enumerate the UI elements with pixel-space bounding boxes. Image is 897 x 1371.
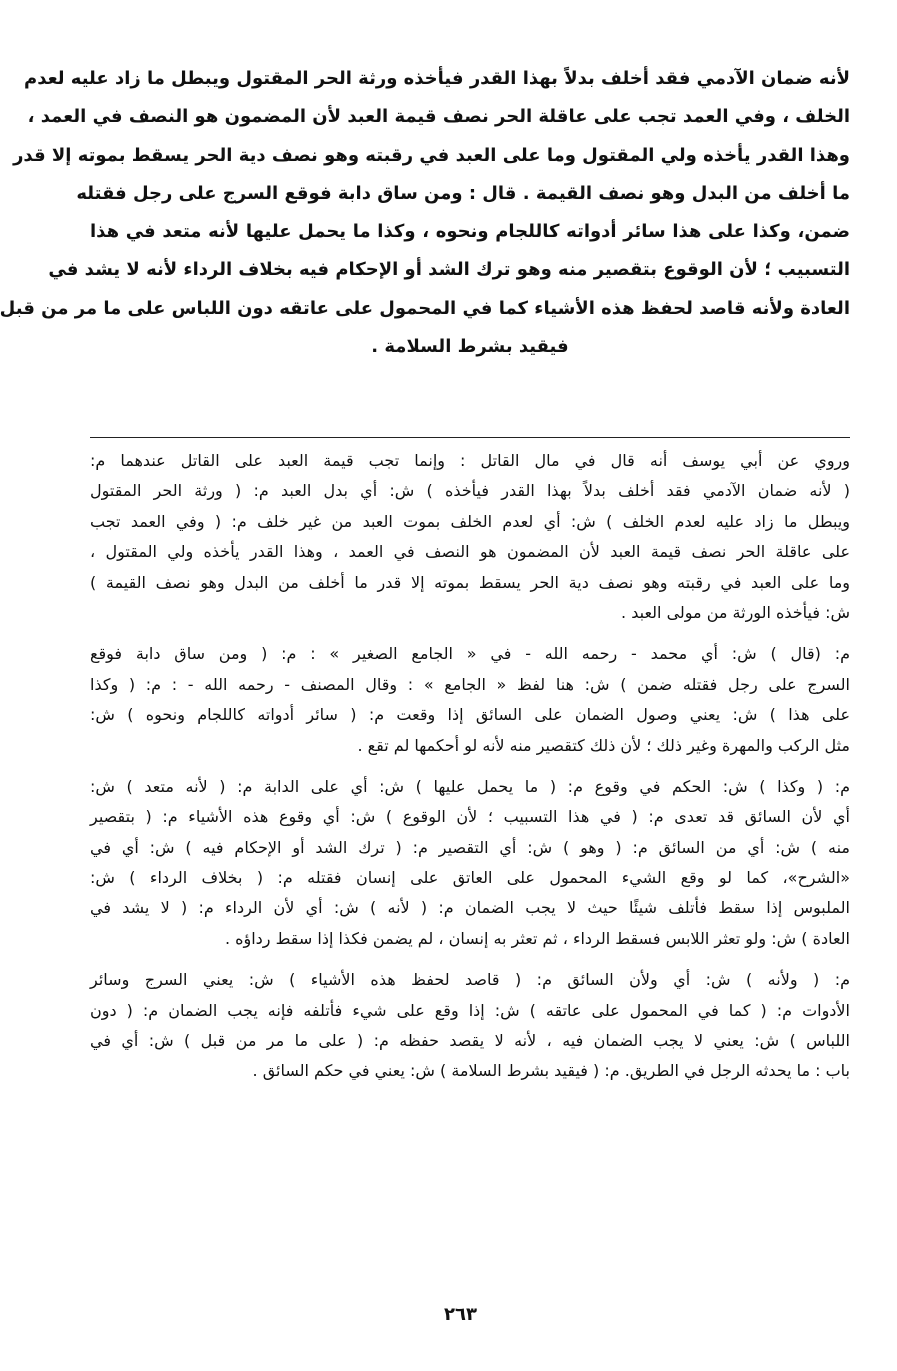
- sharh-line: أي لأن السائق قد تعدى م: ( في هذا التسبيب ؛ لأن الوقوع ) ش: أي وقوع هذه الأشياء م: ( بتقصير: [90, 807, 850, 827]
- matn-line: ضمن، وكذا على هذا سائر أدواته كاللجام ونحوه ، وكذا ما يحمل عليها لأنه متعد في هذا: [90, 221, 850, 243]
- sharh-line: ويبطل ما زاد عليه لعدم الخلف ) ش: أي لعدم الخلف بموت العبد من غير خلف م: ( وفي العمد تجب: [90, 511, 850, 531]
- matn-line: وهذا القدر يأخذه ولي المقتول وما على العبد في رقبته وهو نصف دية الحر يسقط بموته إلا قدر: [13, 144, 850, 166]
- matn-line: التسبيب ؛ لأن الوقوع بتقصير منه وهو ترك الشد أو الإحكام فيه بخلاف الرداء لأنه لا يشد في: [48, 259, 850, 281]
- sharh-line: الملبوس إذا سقط فأتلف شيئًا حيث لا يجب الضمان م: ( لأنه ) ش: أي لأن الرداء م: ( لا يشد في: [90, 898, 850, 918]
- sharh-line: على عاقلة الحر نصف قيمة العبد لأن المضمون هو النصف في العمد ، وهذا القدر يأخذه ولي المقتول ،: [90, 542, 850, 562]
- matn-line: لأنه ضمان الآدمي فقد أخلف بدلاً بهذا القدر فيأخذه ورثة الحر المقتول ويبطل ما زاد عليه لعدم: [24, 68, 850, 89]
- sharh-paragraph: [90, 453, 850, 635]
- sharh-line: باب : ما يحدثه الرجل في الطريق. م: ( فيقيد بشرط السلامة ) ش: يعني في حكم السائق .: [252, 1061, 850, 1081]
- sharh-line: «الشرح»، كما لو وقع الشيء المحمول على العاتق على إنسان فقتله م: ( بخلاف الرداء ) ش:: [90, 868, 850, 888]
- sharh-line: م: ( ولأنه ) ش: أي ولأن السائق م: ( قاصد لحفظ هذه الأشياء ) ش: يعني السرج وسائر: [90, 970, 850, 990]
- sharh-line: العادة ) ش: ولو تعثر اللابس فسقط الرداء ، ثم تعثر به إنسان ، لم يضمن فكذا إذا سقط رداؤه .: [224, 928, 850, 948]
- sharh-paragraph: [90, 776, 850, 961]
- sharh-line: مثل الركب والمهرة وغير ذلك ؛ لأن ذلك كتقصير منه لأنه لو أحكمها لم تقع .: [357, 735, 850, 755]
- sharh-line: على هذا ) ش: يعني وصول الضمان على السائق إذا وقعت م: ( سائر أدواته كاللجام ونحوه ) ش:: [90, 705, 850, 725]
- sharh-line: منه ) ش: أي من السائق م: ( وهو ) ش: أي التقصير م: ( ترك الشد أو الإحكام فيه ) ش: أي في: [90, 837, 850, 857]
- sharh-line: اللباس ) ش: يعني لا يجب الضمان فيه ، لأنه لا يقصد حفظه م: ( على ما مر من قبل ) ش: أي في: [90, 1031, 850, 1051]
- sharh-line: السرج على رجل فقتله ضمن ) ش: هنا لفظ « الجامع » : وقال المصنف - رحمه الله - : م: ( وكذا: [90, 674, 850, 694]
- matn-line: ما أخلف من البدل وهو نصف القيمة . قال : ومن ساق دابة فوقع السرج على رجل فقتله: [76, 182, 850, 204]
- section-divider: [90, 437, 850, 438]
- sharh-paragraph: [90, 646, 850, 768]
- page-number: ٢٦٣: [444, 1304, 477, 1325]
- matn-block: [0, 68, 850, 376]
- matn-line: الخلف ، وفي العمد تجب على عاقلة الحر نصف قيمة العبد لأن المضمون هو النصف في العمد ،: [27, 106, 850, 128]
- sharh-line: ش: فيأخذه الورثة من مولى العبد .: [621, 602, 850, 622]
- sharh-line: م: (قال ) ش: أي محمد - رحمه الله - في « الجامع الصغير » : م: ( ومن ساق دابة فوقع: [90, 644, 850, 664]
- matn-line: العادة ولأنه قاصد لحفظ هذه الأشياء كما في المحمول على عاتقه دون اللباس على ما مر من قبل: [0, 297, 850, 319]
- sharh-line: ( لأنه ضمان الآدمي فقد أخلف بدلاً بهذا القدر فيأخذه ) ش: أي بدل العبد م: ( ورثة الحر المقتول: [90, 481, 850, 501]
- sharh-line: وروي عن أبي يوسف أنه قال في مال القاتل : وإنما تجب قيمة العبد على القاتل عندهما م:: [90, 451, 850, 470]
- sharh-line: وما على العبد في رقبته وهو نصف دية الحر يسقط بموته إلا قدر ما أخلف من البدل وهو نصف القيمة ): [90, 572, 850, 592]
- matn-line: فيقيد بشرط السلامة .: [371, 336, 569, 358]
- sharh-block: [90, 453, 850, 1105]
- sharh-line: الأدوات م: ( كما في المحمول على عاتقه ) ش: إذا وقع على شيء فأتلفه فإنه يجب الضمان م: ( دون: [90, 1000, 850, 1020]
- sharh-line: م: ( وكذا ) ش: الحكم في وقوع م: ( ما يحمل عليها ) ش: أي على الدابة م: ( لأنه متعد ) ش:: [90, 776, 850, 796]
- sharh-paragraph: [90, 972, 850, 1094]
